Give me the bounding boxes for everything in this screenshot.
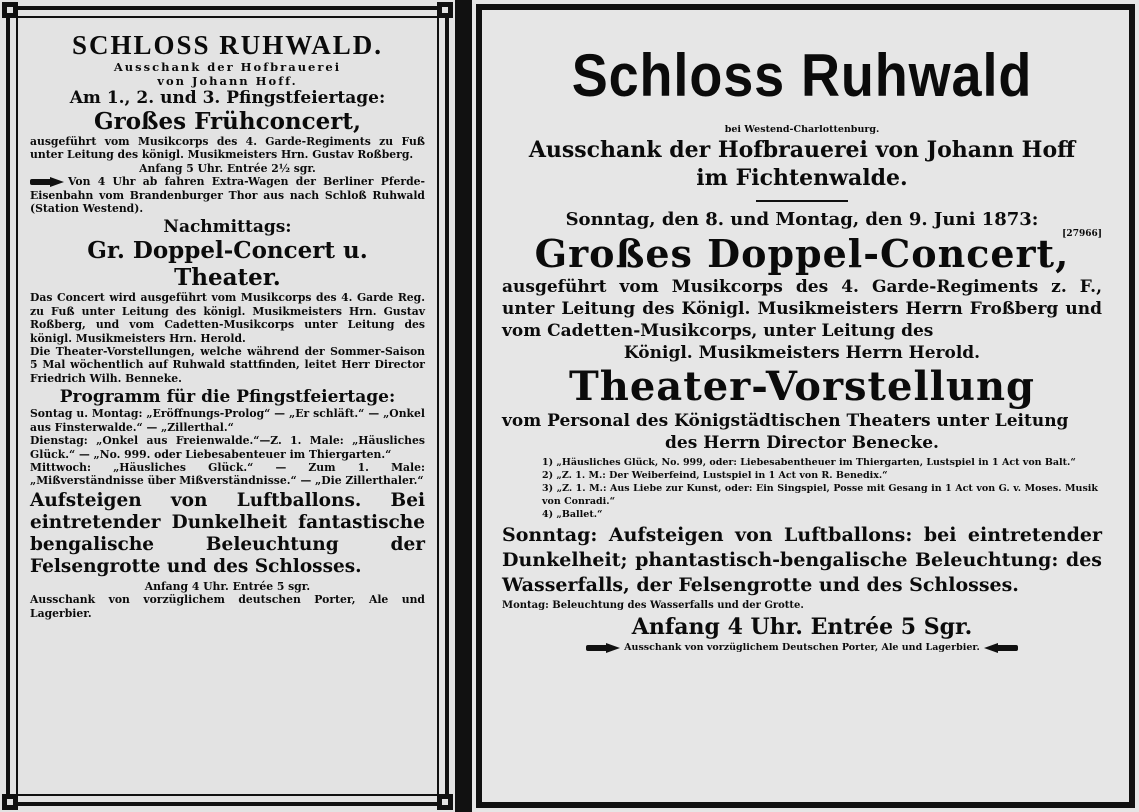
right-date: Sonntag, den 8. und Montag, den 9. Juni 1873: (565, 209, 1039, 230)
left-column (30, 30, 425, 620)
left-program-2: Dienstag: „Onkel aus Freienwalde.“—Z. 1. Male: „Häusliches Glück.“ — „No. 999. oder Liebesabenteuer im Thiergarten.“ (30, 434, 425, 461)
left-subtitle-2: von Johann Hoff. (157, 74, 298, 88)
left-start-time-2: Anfang 4 Uhr. Entrée 5 sgr. (144, 579, 311, 593)
left-concert-desc: ausgeführt vom Musikcorps des 4. Garde-Regiments zu Fuß unter Leitung des königl. Musikmeisters Hrn. Gustav Roßberg. (30, 135, 425, 162)
right-reference-number: [27966] (1062, 229, 1102, 239)
left-subtitle-1: Ausschank der Hofbrauerei (113, 60, 342, 74)
left-double-concert: Gr. Doppel-Concert u. Theater. (87, 237, 368, 292)
right-concert-desc: ausgeführt vom Musikcorps des 4. Garde-Regiments z. F., unter Leitung des Königl. Musikmeisters Herrn Froßberg und vom Cadetten-Musikcorps, unter Leitung des (502, 277, 1102, 341)
right-concert-title: Großes Doppel-Concert, (534, 231, 1070, 276)
left-beer-notice: Ausschank von vorzüglichem deutschen Porter, Ale und Lagerbier. (30, 593, 425, 620)
left-afternoon: Nachmittags: (163, 217, 292, 238)
pointing-hand-left-icon (984, 643, 1018, 653)
right-theater-desc: vom Personal des Königstädtischen Theaters unter Leitung (502, 411, 1069, 431)
list-item: 4) „Ballet.“ (542, 509, 603, 520)
left-tram-notice (30, 175, 425, 215)
list-item: 2) „Z. 1. M.: Der Weiberfeind, Lustspiel in 1 Act von R. Benedix.“ (542, 470, 888, 481)
right-beer-notice (502, 641, 1102, 655)
left-date-line: Am 1., 2. und 3. Pfingstfeiertage: (69, 88, 386, 108)
left-title: SCHLOSS RUHWALD. (71, 30, 384, 60)
left-program-3: Mittwoch: „Häusliches Glück.“ — Zum 1. Male: „Mißverständnisse über Mißverständnisse.“ — „Die Zillerthaler.“ (30, 460, 425, 488)
right-column (502, 38, 1102, 655)
list-item: 3) „Z. 1. M.: Aus Liebe zur Kunst, oder: Ein Singspiel, Posse mit Gesang in 1 Act von G. v. Moses. Musik von Conradi.“ (542, 483, 1098, 507)
left-tram-text: Von 4 Uhr ab fahren Extra-Wagen der Berliner Pferde-Eisenbahn vom Brandenburger Thor aus nach Schloß Ruhwald (Station Westend). (30, 175, 425, 216)
left-balloon-notice: Aufsteigen von Luftballons. Bei eintretender Dunkelheit fantastische bengalische Beleuchtung der Felsengrotte und des Schlosses. (30, 489, 425, 577)
right-program-list (542, 456, 1098, 521)
left-program-title: Programm für die Pfingstfeiertage: (59, 387, 396, 408)
left-double-desc: Das Concert wird ausgeführt vom Musikcorps des 4. Garde Reg. zu Fuß unter Leitung des königl. Musikmeisters Hrn. Gustav Roßberg, und vom Cadetten-Musikcorps unter Leitung des königl. Musikmeisters Hrn. Herold. (30, 291, 425, 345)
right-brewery-2: im Fichtenwalde. (696, 165, 908, 191)
right-concert-desc-last: Königl. Musikmeisters Herrn Herold. (623, 343, 981, 363)
right-start-time: Anfang 4 Uhr. Entrée 5 Sgr. (631, 614, 973, 640)
right-monday-notice: Montag: Beleuchtung des Wasserfalls und der Grotte. (502, 600, 804, 611)
pointing-hand-icon (586, 643, 620, 653)
corner-ornament-icon (437, 2, 453, 18)
right-sunday-notice: Sonntag: Aufsteigen von Luftballons: bei eintretender Dunkelheit; phantastisch-bengalische Beleuchtung: des Wasserfalls, der Felsengrotte und des Schlosses. (502, 524, 1102, 596)
right-divider-rule (756, 200, 848, 202)
corner-ornament-icon (437, 794, 453, 810)
left-start-time: Anfang 5 Uhr. Entrée 2½ sgr. (139, 161, 316, 175)
left-program-1: Sontag u. Montag: „Eröffnungs-Prolog“ — „Er schläft.“ — „Onkel aus Finsterwalde.“ — „Zillerthal.“ (30, 407, 425, 434)
right-location: bei Westend-Charlottenburg. (724, 124, 880, 135)
pointing-hand-icon (30, 177, 64, 187)
left-concert-title: Großes Frühconcert, (93, 108, 362, 135)
left-advertisement (0, 0, 455, 812)
right-brewery-1: Ausschank der Hofbrauerei von Johann Hoff (528, 137, 1076, 163)
right-theater-title: Theater-Vorstellung (569, 363, 1035, 410)
corner-ornament-icon (2, 2, 18, 18)
page-divider (455, 0, 472, 812)
right-beer-text: Ausschank von vorzüglichem Deutschen Porter, Ale und Lagerbier. (624, 642, 980, 653)
list-item: 1) „Häusliches Glück, No. 999, oder: Liebesabentheuer im Thiergarten, Lustspiel in 1 Act von Balt.“ (542, 457, 1076, 468)
right-theater-desc-last: des Herrn Director Benecke. (665, 433, 939, 453)
right-advertisement (472, 0, 1139, 812)
corner-ornament-icon (2, 794, 18, 810)
left-theater-desc: Die Theater-Vorstellungen, welche während der Sommer-Saison 5 Mal wöchentlich auf Ruhwald stattfinden, leitet Herr Director Friedrich Wilh. Benneke. (30, 345, 425, 385)
right-title: Schloss Ruhwald (571, 42, 1033, 109)
